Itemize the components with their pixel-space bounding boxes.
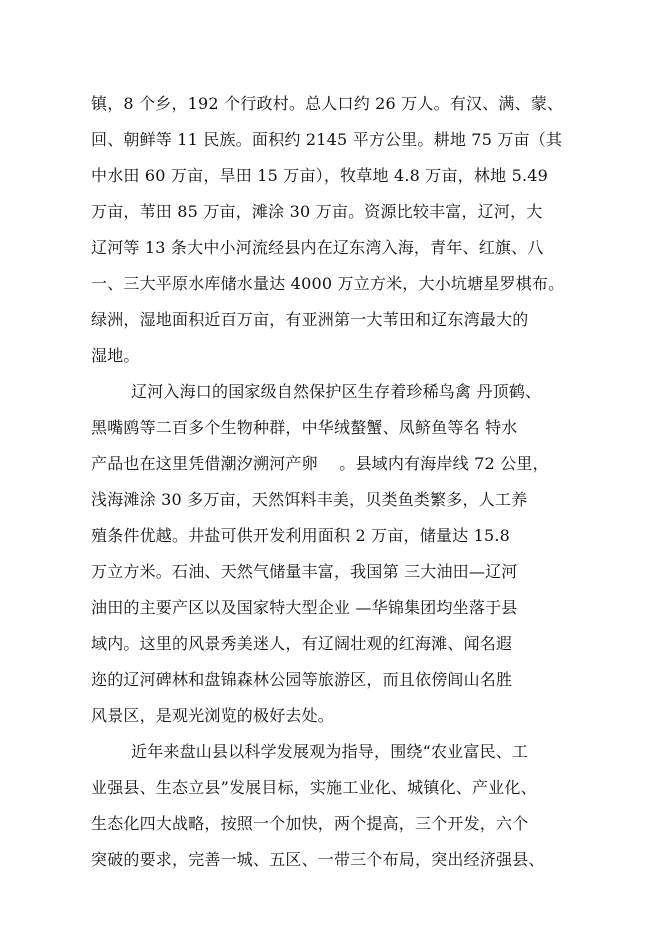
paragraph-2-line-9: 迩的辽河碑林和盘锦森林公园等旅游区，而且依傍闾山名胜 [91, 670, 513, 689]
paragraph-3-line-2: 业强县、生态立县”发展目标，实施工业化、城镇化、产业化、 [91, 778, 537, 797]
paragraph-2-line-2: 黑嘴鸥等二百多个生物种群，中华绒螯蟹、凤鲚鱼等名 特水 [91, 418, 518, 437]
paragraph-3-line-3: 生态化四大战略，按照一个加快，两个提高，三个开发，六个 [91, 814, 529, 833]
paragraph-1-line-1: 镇，8 个乡，192 个行政村。总人口约 26 万人。有汉、满、蒙、 [91, 94, 564, 113]
paragraph-2-line-1: 辽河入海口的国家级自然保护区生存着珍稀鸟禽 丹顶鹤、 [131, 382, 542, 401]
paragraph-1-line-7: 绿洲，湿地面积近百万亩，有亚洲第一大苇田和辽东湾最大的 [91, 310, 529, 329]
paragraph-1-line-3: 中水田 60 万亩，旱田 15 万亩），牧草地 4.8 万亩，林地 5.49 [91, 166, 548, 185]
paragraph-2-line-8: 域内。这里的风景秀美迷人，有辽阔壮观的红海滩、闻名遐 [91, 634, 513, 653]
paragraph-3-line-4: 突破的要求，完善一城、五区、一带三个布局，突出经济强县、 [91, 850, 545, 869]
paragraph-2-line-10: 风景区，是观光浏览的极好去处。 [91, 706, 335, 725]
paragraph-2-line-6: 万立方米。石油、天然气储量丰富，我国第 三大油田—辽河 [91, 562, 518, 581]
paragraph-1-line-6: 一、三大平原水库储水量达 4000 万立方米，大小坑塘星罗棋布。 [91, 274, 565, 293]
paragraph-1-line-8: 湿地。 [91, 346, 140, 365]
paragraph-1-line-5: 辽河等 13 条大中小河流经县内在辽东湾入海，青年、红旗、八 [91, 238, 544, 257]
paragraph-2-line-3: 产品也在这里凭借潮汐溯河产卵 。县域内有海岸线 72 公里， [91, 454, 549, 473]
paragraph-2-line-4: 浅海滩涂 30 多万亩，天然饵料丰美，贝类鱼类繁多，人工养 [91, 490, 528, 509]
paragraph-1-line-2: 回、朝鲜等 11 民族。面积约 2145 平方公里。耕地 75 万亩（其 [91, 130, 563, 149]
paragraph-1-line-4: 万亩，苇田 85 万亩，滩涂 30 万亩。资源比较丰富，辽河，大 [91, 202, 543, 221]
paragraph-2-line-5: 殖条件优越。井盐可供开发利用面积 2 万亩，储量达 15.8 [91, 526, 511, 545]
paragraph-2-line-7: 油田的主要产区以及国家特大型企业 —华锦集团均坐落于县 [91, 598, 518, 617]
paragraph-3-line-1: 近年来盘山县以科学发展观为指导，围绕“农业富民、工 [131, 742, 529, 761]
